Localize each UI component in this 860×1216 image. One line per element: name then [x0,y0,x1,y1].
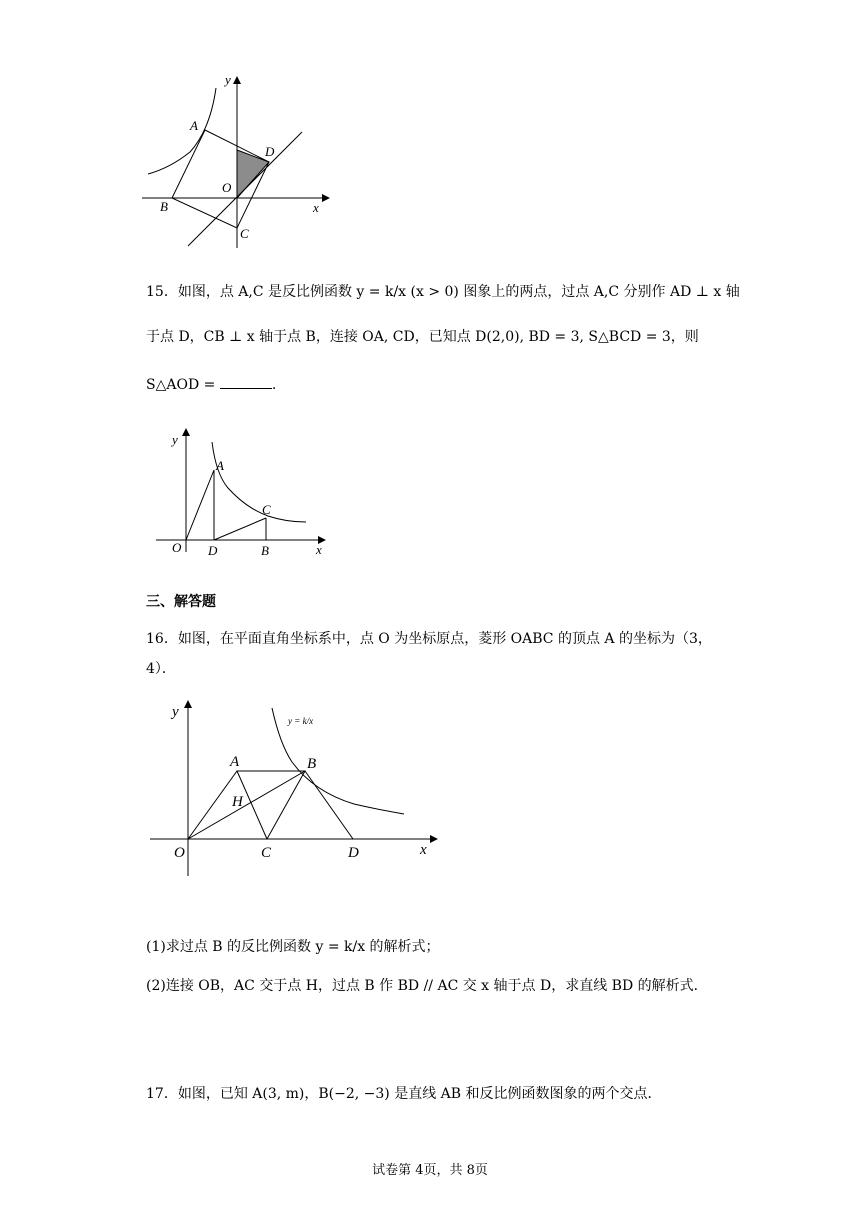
y-axis-arrow [182,428,190,436]
hyperbola-curve [148,88,216,174]
label-a: A [230,754,240,770]
q16-part2: (2)连接 OB，AC 交于点 H，过点 B 作 BD // AC 交 x 轴于点 D，求直线 BD 的解析式． [146,978,708,994]
q15-line3 [146,374,276,395]
label-b: B [307,756,317,772]
x-axis-arrow [430,835,438,843]
label-a: A [190,118,198,133]
label-y: y [172,704,179,720]
label-o: O [222,180,232,195]
label-d: D [208,543,218,558]
label-y: y [225,72,231,87]
q15-area-expression: S△AOD = [146,377,216,393]
label-d: D [348,845,359,861]
label-x: x [420,842,427,858]
q15-period: . [271,377,277,393]
q16-part1: (1)求过点 B 的反比例函数 y = k/x 的解析式； [146,939,440,955]
label-c: C [261,845,272,861]
section-heading: 三、解答题 [146,594,216,610]
q16-line1: 16．如图，在平面直角坐标系中，点 O 为坐标原点，菱形 OABC 的顶点 A 的坐标为（3， [146,631,712,647]
page-footer: 试卷第 4页，共 8页 [372,1163,488,1178]
curve-label: y = k/x [288,716,314,726]
segment-dc [214,518,266,540]
q17-line1: 17．如图，已知 A(3, m)，B(−2, −3) 是直线 AB 和反比例函数图象的两个交点． [146,1086,662,1102]
label-d: D [265,144,275,159]
label-b: B [261,543,269,558]
label-a: A [216,458,224,473]
segment-bd [305,771,353,839]
figure-q16 [150,696,450,886]
label-h: H [232,794,243,810]
label-o: O [174,845,185,861]
q15-line2: 于点 D，CB ⊥ x 轴于点 B，连接 OA, CD，已知点 D(2,0), BD = 3, S△BCD = 3，则 [146,329,699,345]
label-y: y [172,432,178,447]
answer-blank [220,374,272,389]
q15-line1: 15．如图，点 A,C 是反比例函数 y = k/x (x > 0) 图象上的两点，过点 A,C 分别作 AD ⊥ x 轴 [146,284,740,300]
y-axis-arrow [233,76,241,84]
y-axis-arrow [184,700,192,708]
label-c: C [262,502,271,517]
x-axis-arrow [322,194,330,202]
q16-line2: 4）． [146,661,176,677]
segment-oa [186,470,214,540]
figure-q14 [130,70,340,260]
label-b: B [160,199,168,214]
hyperbola-curve [212,442,306,522]
label-o: O [172,540,182,555]
label-x: x [313,200,319,215]
label-c: C [240,226,249,241]
diagonal-ob [188,771,305,839]
figure-q15 [150,422,340,572]
label-x: x [316,542,322,557]
